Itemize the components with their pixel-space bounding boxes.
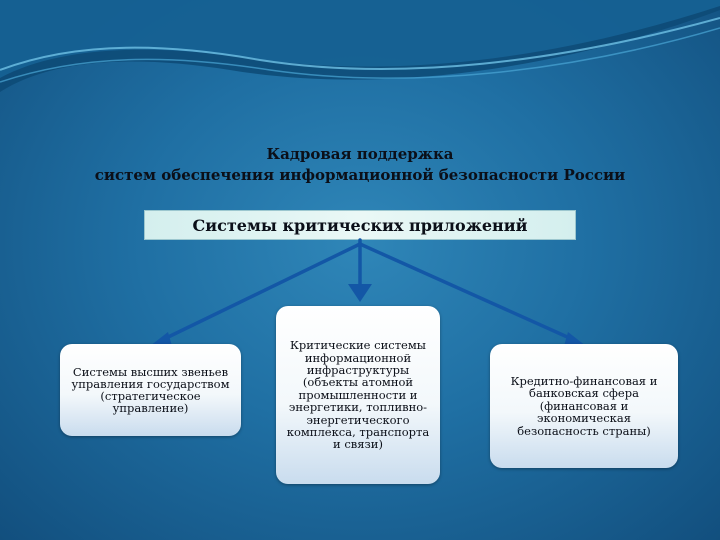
node-state-management-text: Системы высших звеньев управления государством (стратегическое управление) (71, 365, 230, 415)
node-state-management (60, 344, 241, 436)
node-financial-sphere-text: Кредитно-финансовая и банковская сфера (финансовая и экономическая безопасность страны) (510, 373, 658, 438)
node-financial-sphere (490, 344, 678, 468)
node-critical-infrastructure-text: Критические системы информационной инфраструктуры (объекты атомной промышленности и энергетики, топливно-энергетического комплекса, транспорта и связи) (286, 338, 430, 452)
title-line-1: Кадровая поддержка (266, 145, 454, 163)
title-line-2: систем обеспечения информационной безопасности России (94, 166, 626, 184)
top-wave-decoration (0, 0, 720, 120)
critical-applications-box (144, 210, 576, 240)
arrow-center-head (348, 284, 372, 302)
critical-applications-label: Системы критических приложений (192, 215, 528, 235)
slide-title (60, 144, 660, 186)
node-critical-infrastructure (276, 306, 440, 484)
